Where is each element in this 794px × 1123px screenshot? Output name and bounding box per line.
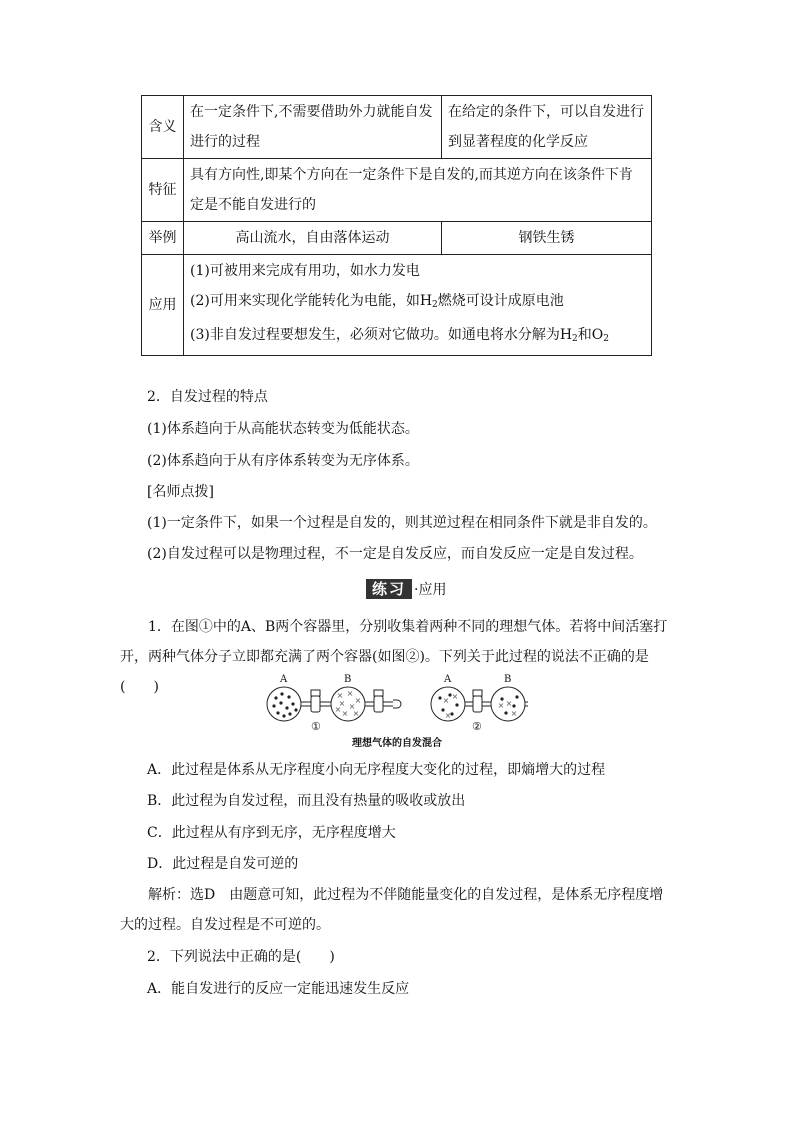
question-stem: 2．下列说法中正确的是( ) [147,949,335,965]
option-c: C．此过程从有序到无序，无序程度增大 [147,825,396,841]
svg-text:×: × [505,699,513,708]
option-a: A．能自发进行的反应一定能迅速发生反应 [147,981,410,997]
table-cell [184,255,652,356]
table-row [142,159,652,222]
paragraph: (2)自发过程可以是物理过程，不一定是自发反应，而自发反应一定是自发过程。 [147,546,643,562]
svg-text:×: × [352,709,360,718]
practice-heading-text: ·应用 [414,582,447,598]
svg-text:×: × [334,705,342,714]
figure-number: ② [472,720,482,733]
table-cell: 在给定的条件下，可以自发进行到显著程度的化学反应 [442,96,652,159]
practice-heading [366,578,446,600]
svg-text:×: × [338,699,346,708]
table-cell: 钢铁生锈 [442,222,652,255]
svg-text:×: × [442,696,450,705]
analysis: 解析：选D 由题意可知，此过程为不伴随能量变化的自发过程，是体系无序程度增大的过程。自发过程是不可逆的。 [120,887,664,933]
application-line: (2)可用来实现化学能转化为电能，如$H_2$燃烧可设计成原电池 [190,293,564,310]
row-head: 特征 [142,159,184,222]
row-head: 应用 [142,255,184,356]
process-table [141,95,652,356]
svg-text:×: × [341,709,349,718]
svg-text:×: × [346,689,354,698]
figure-caption: 理想气体的自发混合 [352,738,442,749]
svg-text:×: × [497,701,505,710]
table-cell: 在一定条件下,不需要借助外力就能自发进行的过程 [184,96,442,159]
table-row [142,255,652,356]
container-b-label: B [504,674,512,685]
svg-text:×: × [354,696,362,705]
container-b-label: B [344,674,352,685]
svg-text:×: × [510,709,518,718]
container-a-label: A [444,674,452,685]
container-a-label: A [280,674,288,685]
row-head: 举例 [142,222,184,255]
table-row [142,222,652,255]
table-cell: 高山流水，自由落体运动 [184,222,442,255]
table-row [142,96,652,159]
option-b: B．此过程为自发过程，而且没有热量的吸收或放出 [147,793,466,809]
svg-text:×: × [451,692,459,701]
practice-badge: 练习 [366,579,412,599]
gas-mixing-figure [262,672,532,752]
table-cell: 具有方向性,即某个方向在一定条件下是自发的,而其逆方向在该条件下肯定是不能自发进行的 [184,159,652,222]
paragraph: (1)体系趋向于从高能状态转变为低能状态。 [147,421,419,437]
gas-mixing-diagram [262,672,532,732]
application-line: (3)非自发过程要想发生，必须对它做功。如通电将水分解为$H_2$和$O_2$ [190,327,609,344]
question-stem: 1．在图①中的A、B两个容器里，分别收集着两种不同的理想气体。若将中间活塞打开，两种气体分子立即都充满了两个容器(如图②)。下列关于此过程的说法不正确的是( ) [120,619,668,695]
section-title: 2．自发过程的特点 [147,389,268,405]
option-d: D．此过程是自发可逆的 [147,856,299,872]
row-head: 含义 [142,96,184,159]
svg-text:×: × [444,711,452,720]
paragraph: (1)一定条件下，如果一个过程是自发的，则其逆过程在相同条件下就是非自发的。 [147,515,657,531]
svg-text:×: × [336,691,344,700]
paragraph: (2)体系趋向于从有序体系转变为无序体系。 [147,453,419,469]
option-a: A．此过程是体系从无序程度小向无序程度大变化的过程，即熵增大的过程 [147,762,606,778]
application-line: (1)可被用来完成有用功，如水力发电 [190,263,420,279]
svg-text:×: × [348,702,356,711]
tip-label: [名师点拨] [147,484,214,500]
figure-number: ① [311,720,321,733]
